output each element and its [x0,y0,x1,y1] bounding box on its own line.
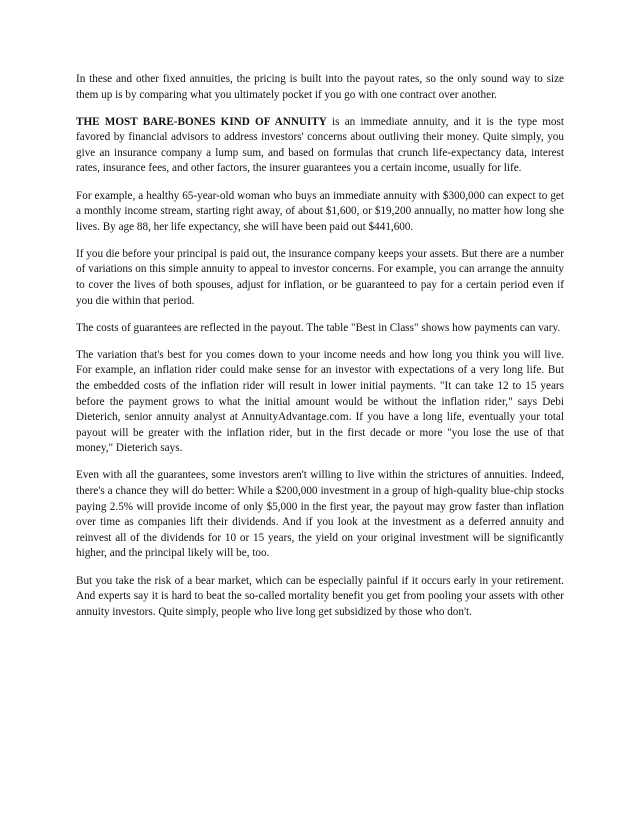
paragraph-text: Even with all the guarantees, some investors aren't willing to live within the strictures of annuities. Indeed, there's a chance they will do better: While a $200,000 investment in a group of high-quality blue-chip stocks paying 2.5% will provide income of only $5,000 in the first year, the payout may grow faster than inflation over time as companies lift their dividends. And if you look at the investment as a deferred annuity and reinvest all of the dividends for 10 or 15 years, the yield on your original investment will be significantly higher, and the principal likely will be, too. [76,469,564,560]
paragraph-text: The costs of guarantees are reflected in the payout. The table "Best in Class" shows how payments can vary. [76,321,561,334]
paragraph-3 [76,189,564,236]
paragraph-2 [76,115,564,177]
paragraph-text: is an immediate annuity, and it is the type most favored by financial advisors to address investors' concerns about outliving their money. Quite simply, you give an insurance company a lump sum, and based on formulas that crunch life-expectancy data, interest rates, insurance fees, and other factors, the insurer guarantees you a certain income, usually for life. [76,115,564,175]
paragraph-text: If you die before your principal is paid out, the insurance company keeps your assets. But there are a number of variations on this simple annuity to appeal to investor concerns. For example, you can arrange the annuity to cover the lives of both spouses, adjust for inflation, or be guaranteed to pay for a certain period even if you die within that period. [76,247,564,307]
paragraph-6 [76,348,564,457]
paragraph-8 [76,574,564,621]
paragraph-text: For example, a healthy 65-year-old woman who buys an immediate annuity with $300,000 can expect to get a monthly income stream, starting right away, of about $1,600, or $19,200 annually, no matter how long she lives. By age 88, her life expectancy, she will have been paid out $441,600. [76,189,564,233]
document-page [76,72,564,632]
paragraph-text: In these and other fixed annuities, the pricing is built into the payout rates, so the only sound way to size them up is by comparing what you ultimately pocket if you go with one contract over another. [76,73,564,101]
paragraph-text: The variation that's best for you comes down to your income needs and how long you think you will live. For example, an inflation rider could make sense for an investor with expectations of a very long life. But the embedded costs of the inflation rider will result in lower initial payments. "It can take 12 to 15 years before the payment grows to what the initial amount would be without the inflation rider," says Debi Dieterich, senior annuity analyst at AnnuityAdvantage.com. If you have a long life, eventually your total payout will be greater with the inflation rider, but in the first decade or more "you lose the use of that money," Dieterich says. [76,348,564,455]
paragraph-4 [76,247,564,309]
paragraph-lead: THE MOST BARE-BONES KIND OF ANNUITY [76,115,327,128]
paragraph-1 [76,72,564,103]
paragraph-7 [76,468,564,562]
paragraph-text: But you take the risk of a bear market, which can be especially painful if it occurs early in your retirement. And experts say it is hard to beat the so-called mortality benefit you get from pooling your assets with other annuity investors. Quite simply, people who live long get subsidized by those who don't. [76,574,564,618]
paragraph-5 [76,321,564,337]
